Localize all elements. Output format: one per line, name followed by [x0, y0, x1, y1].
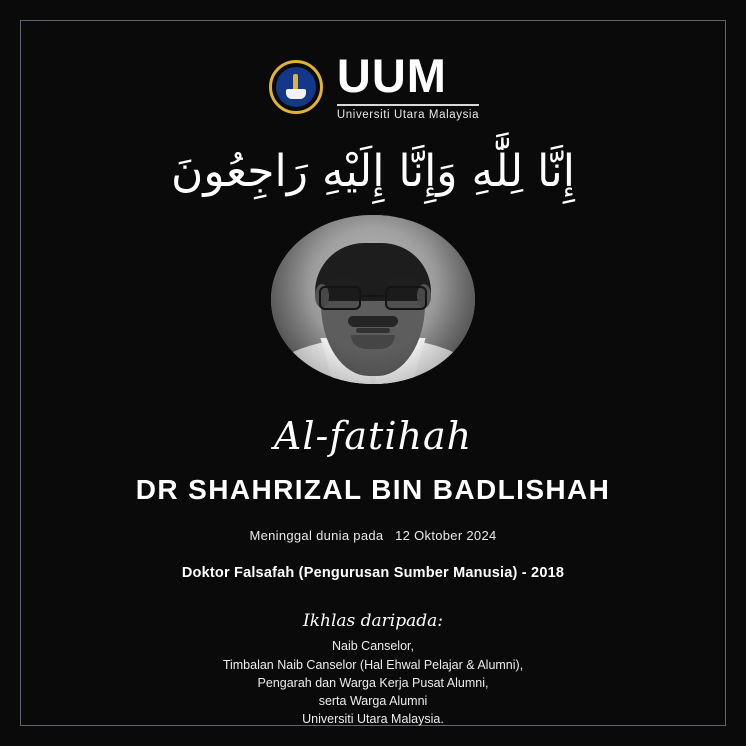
- uum-logo: [267, 49, 480, 122]
- ikhlas-heading: Ikhlas daripada:: [302, 611, 443, 632]
- sender-line: Naib Canselor,: [331, 639, 414, 654]
- poster-content: [18, 18, 728, 728]
- wordmark-divider: [337, 104, 479, 106]
- sender-line: Universiti Utara Malaysia.: [302, 711, 444, 726]
- arabic-calligraphy: إِنَّا لِلَّٰهِ وَإِنَّا إِلَيْهِ رَاجِعُونَ: [171, 145, 575, 197]
- sender-list: [223, 637, 523, 728]
- uum-wordmark-text: UUM: [336, 49, 447, 102]
- alfatihah-heading: Al-fatihah: [273, 414, 473, 459]
- degree-line: Doktor Falsafah (Pengurusan Sumber Manusia) - 2018: [181, 565, 565, 582]
- sender-line: serta Warga Alumni: [318, 693, 428, 708]
- uum-tagline: Universiti Utara Malaysia: [336, 109, 480, 121]
- death-date-value: 12 Oktober 2024: [395, 528, 497, 544]
- uum-wordmark: [336, 49, 480, 122]
- deceased-name: DR SHAHRIZAL BIN BADLISHAH: [135, 474, 611, 506]
- portrait-photo: [271, 215, 475, 385]
- sender-line: Timbalan Naib Canselor (Hal Ehwal Pelajar & Alumni),: [222, 657, 524, 672]
- uum-crest-icon: [267, 56, 325, 118]
- sender-line: Pengarah dan Warga Kerja Pusat Alumni,: [257, 675, 489, 690]
- death-date-line: [249, 528, 496, 543]
- death-date-label: Meninggal dunia pada: [249, 528, 384, 544]
